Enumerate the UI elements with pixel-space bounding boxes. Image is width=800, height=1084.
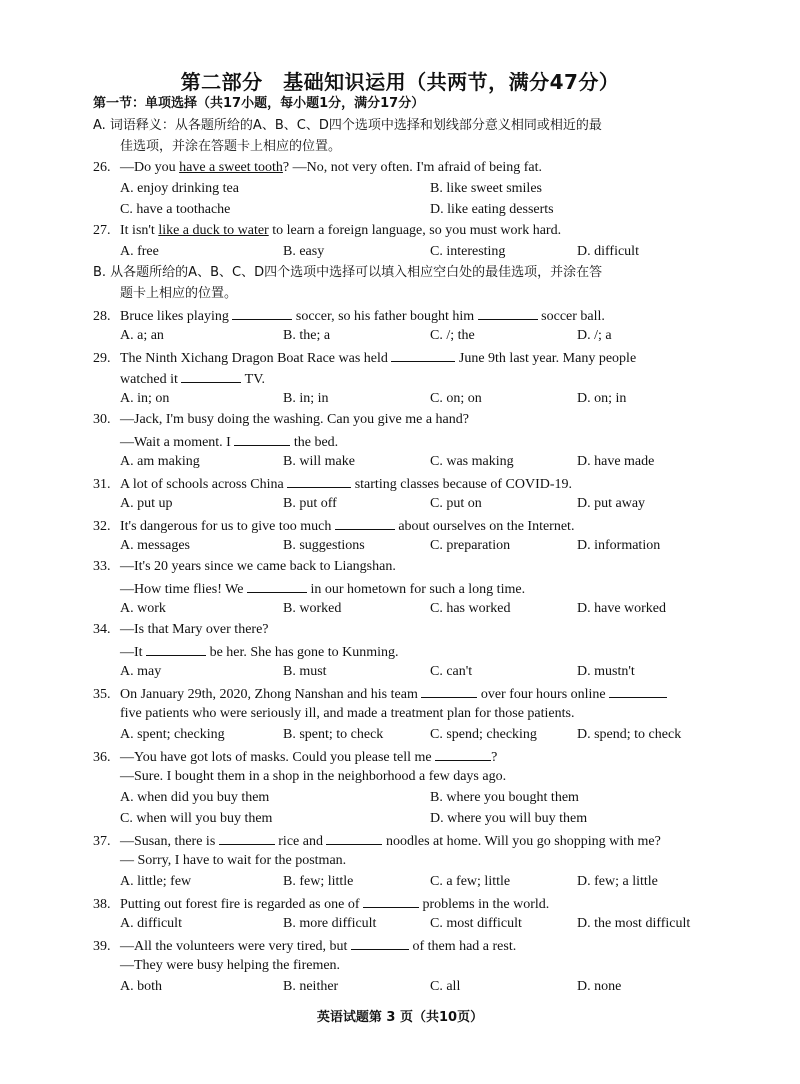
question-29 <box>93 348 636 368</box>
question-text: to learn a foreign language, so you must work hard. <box>268 223 562 238</box>
question-text: A lot of schools across China <box>120 477 284 492</box>
option-a: A. a; an <box>120 328 164 343</box>
option-a: A. difficult <box>120 916 182 931</box>
question-31 <box>93 474 572 494</box>
answer-blank <box>219 831 275 845</box>
question-text: in our hometown for such a long time. <box>310 582 526 597</box>
option-c: C. can't <box>430 664 473 679</box>
option-c: C. all <box>430 979 461 994</box>
question-32 <box>93 516 574 536</box>
question-39-cont: —They were busy helping the firemen. <box>120 958 341 973</box>
question-29-cont <box>120 369 265 389</box>
part-a-instruction-line2: 佳选项，并涂在答题卡上相应的位置。 <box>120 139 342 154</box>
question-text: over four hours online <box>480 687 606 702</box>
option-d: D. mustn't <box>577 664 635 679</box>
option-c: C. was making <box>430 454 514 469</box>
question-26 <box>93 159 542 177</box>
option-c: C. interesting <box>430 244 506 259</box>
question-34 <box>93 621 269 639</box>
option-d: D. none <box>577 979 622 994</box>
option-c: C. on; on <box>430 391 482 406</box>
question-number: 35. <box>93 687 111 702</box>
part-b-instruction-line1: B. 从各题所给的A、B、C、D四个选项中选择可以填入相应空白处的最佳选项，并涂在答 <box>93 265 603 280</box>
question-30 <box>93 411 469 429</box>
question-30-cont <box>120 432 338 452</box>
question-text: starting classes because of COVID-19. <box>354 477 573 492</box>
question-text: June 9th last year. Many people <box>458 351 637 366</box>
option-c: C. has worked <box>430 601 511 616</box>
option-a: A. am making <box>120 454 200 469</box>
question-number: 31. <box>93 477 111 492</box>
question-text: Putting out forest fire is regarded as one of <box>120 897 360 912</box>
option-b: B. must <box>283 664 327 679</box>
question-text: problems in the world. <box>422 897 550 912</box>
question-39 <box>93 936 516 956</box>
question-number: 32. <box>93 519 111 534</box>
question-number: 27. <box>93 223 111 238</box>
answer-blank <box>435 747 491 761</box>
option-d: D. on; in <box>577 391 627 406</box>
option-d: D. where you will buy them <box>430 811 588 826</box>
question-text: —Do you <box>120 160 180 175</box>
question-text: be her. She has gone to Kunming. <box>209 645 399 660</box>
question-number: 28. <box>93 309 111 324</box>
underlined-phrase: like a duck to water <box>158 223 269 238</box>
option-b: B. will make <box>283 454 355 469</box>
option-d: D. spend; to check <box>577 727 682 742</box>
question-text: —All the volunteers were very tired, but <box>120 939 348 954</box>
question-number: 30. <box>93 412 111 427</box>
option-a: A. in; on <box>120 391 170 406</box>
option-d: D. /; a <box>577 328 612 343</box>
question-text: —Jack, I'm busy doing the washing. Can you give me a hand? <box>120 412 469 427</box>
answer-blank <box>146 642 206 656</box>
question-text: about ourselves on the Internet. <box>398 519 575 534</box>
option-a: A. spent; checking <box>120 727 225 742</box>
question-text: —How time flies! We <box>120 582 244 597</box>
answer-blank <box>609 684 667 698</box>
answer-blank <box>326 831 382 845</box>
answer-blank <box>478 306 538 320</box>
question-text: the bed. <box>293 435 339 450</box>
option-d: D. have made <box>577 454 655 469</box>
question-text: ? —No, not very often. I'm afraid of being fat. <box>282 160 543 175</box>
answer-blank <box>391 348 455 362</box>
question-text: —Wait a moment. I <box>120 435 231 450</box>
option-a: A. enjoy drinking tea <box>120 181 239 196</box>
option-b: B. put off <box>283 496 337 511</box>
answer-blank <box>363 894 419 908</box>
question-text: On January 29th, 2020, Zhong Nanshan and his team <box>120 687 418 702</box>
underlined-phrase: have a sweet tooth <box>179 160 283 175</box>
option-c: C. most difficult <box>430 916 522 931</box>
question-text: —It <box>120 645 143 660</box>
question-33 <box>93 558 396 576</box>
question-text: soccer ball. <box>541 309 605 324</box>
option-d: D. put away <box>577 496 646 511</box>
question-number: 29. <box>93 351 111 366</box>
question-text: rice and <box>278 834 323 849</box>
question-text: —It's 20 years since we came back to Liangshan. <box>120 559 396 574</box>
option-d: D. few; a little <box>577 874 658 889</box>
option-a: A. may <box>120 664 162 679</box>
option-d: D. like eating desserts <box>430 202 554 217</box>
option-d: D. the most difficult <box>577 916 691 931</box>
question-28 <box>93 306 605 326</box>
question-text: TV. <box>244 372 266 387</box>
question-text: —Susan, there is <box>120 834 216 849</box>
question-number: 26. <box>93 160 111 175</box>
option-b: B. spent; to check <box>283 727 384 742</box>
question-number: 39. <box>93 939 111 954</box>
option-b: B. neither <box>283 979 339 994</box>
question-number: 33. <box>93 559 111 574</box>
option-b: B. more difficult <box>283 916 377 931</box>
question-37-cont: — Sorry, I have to wait for the postman. <box>120 853 347 868</box>
answer-blank <box>287 474 351 488</box>
option-d: D. information <box>577 538 661 553</box>
question-text: —You have got lots of masks. Could you please tell me <box>120 750 432 765</box>
part-title: 第二部分 基础知识运用（共两节，满分47分） <box>180 70 620 94</box>
option-c: C. a few; little <box>430 874 511 889</box>
option-b: B. easy <box>283 244 325 259</box>
option-a: A. when did you buy them <box>120 790 270 805</box>
part-a-instruction-line1: A. 词语释义：从各题所给的A、B、C、D四个选项中选择和划线部分意义相同或相近的最 <box>93 118 602 133</box>
question-text: of them had a rest. <box>412 939 517 954</box>
question-35 <box>93 684 667 704</box>
question-text: Bruce likes playing <box>120 309 229 324</box>
option-a: A. messages <box>120 538 190 553</box>
question-33-cont <box>120 579 525 599</box>
option-b: B. suggestions <box>283 538 365 553</box>
option-a: A. free <box>120 244 159 259</box>
option-b: B. few; little <box>283 874 354 889</box>
question-36-cont: —Sure. I bought them in a shop in the neighborhood a few days ago. <box>120 769 507 784</box>
question-text: watched it <box>120 372 178 387</box>
question-number: 36. <box>93 750 111 765</box>
question-text: It isn't <box>120 223 159 238</box>
question-text: —Is that Mary over there? <box>120 622 269 637</box>
option-a: A. put up <box>120 496 173 511</box>
option-b: B. the; a <box>283 328 331 343</box>
option-b: B. in; in <box>283 391 329 406</box>
page-footer: 英语试题第 3 页（共10页） <box>316 1010 484 1025</box>
answer-blank <box>232 306 292 320</box>
option-d: D. difficult <box>577 244 639 259</box>
question-number: 38. <box>93 897 111 912</box>
answer-blank <box>351 936 409 950</box>
question-37 <box>93 831 661 851</box>
question-38 <box>93 894 549 914</box>
question-number: 34. <box>93 622 111 637</box>
question-36 <box>93 747 497 767</box>
option-c: C. put on <box>430 496 482 511</box>
question-34-cont <box>120 642 399 662</box>
option-c: C. have a toothache <box>120 202 231 217</box>
question-text: noodles at home. Will you go shopping with me? <box>385 834 661 849</box>
option-c: C. when will you buy them <box>120 811 273 826</box>
answer-blank <box>234 432 290 446</box>
question-number: 37. <box>93 834 111 849</box>
question-text: ? <box>491 750 498 765</box>
answer-blank <box>335 516 395 530</box>
option-b: B. where you bought them <box>430 790 579 805</box>
answer-blank <box>181 369 241 383</box>
option-b: B. worked <box>283 601 342 616</box>
option-b: B. like sweet smiles <box>430 181 542 196</box>
option-c: C. /; the <box>430 328 475 343</box>
question-text: The Ninth Xichang Dragon Boat Race was held <box>120 351 388 366</box>
option-c: C. preparation <box>430 538 511 553</box>
question-27 <box>93 222 561 240</box>
question-text: It's dangerous for us to give too much <box>120 519 332 534</box>
answer-blank <box>247 579 307 593</box>
part-b-instruction-line2: 题卡上相应的位置。 <box>120 286 238 301</box>
option-d: D. have worked <box>577 601 667 616</box>
question-text: soccer, so his father bought him <box>295 309 475 324</box>
option-c: C. spend; checking <box>430 727 537 742</box>
question-35-cont: five patients who were seriously ill, and made a treatment plan for those patients. <box>120 706 575 721</box>
section-heading: 第一节：单项选择（共17小题，每小题1分，满分17分） <box>93 96 425 111</box>
option-a: A. little; few <box>120 874 192 889</box>
answer-blank <box>421 684 477 698</box>
option-a: A. work <box>120 601 166 616</box>
option-a: A. both <box>120 979 162 994</box>
